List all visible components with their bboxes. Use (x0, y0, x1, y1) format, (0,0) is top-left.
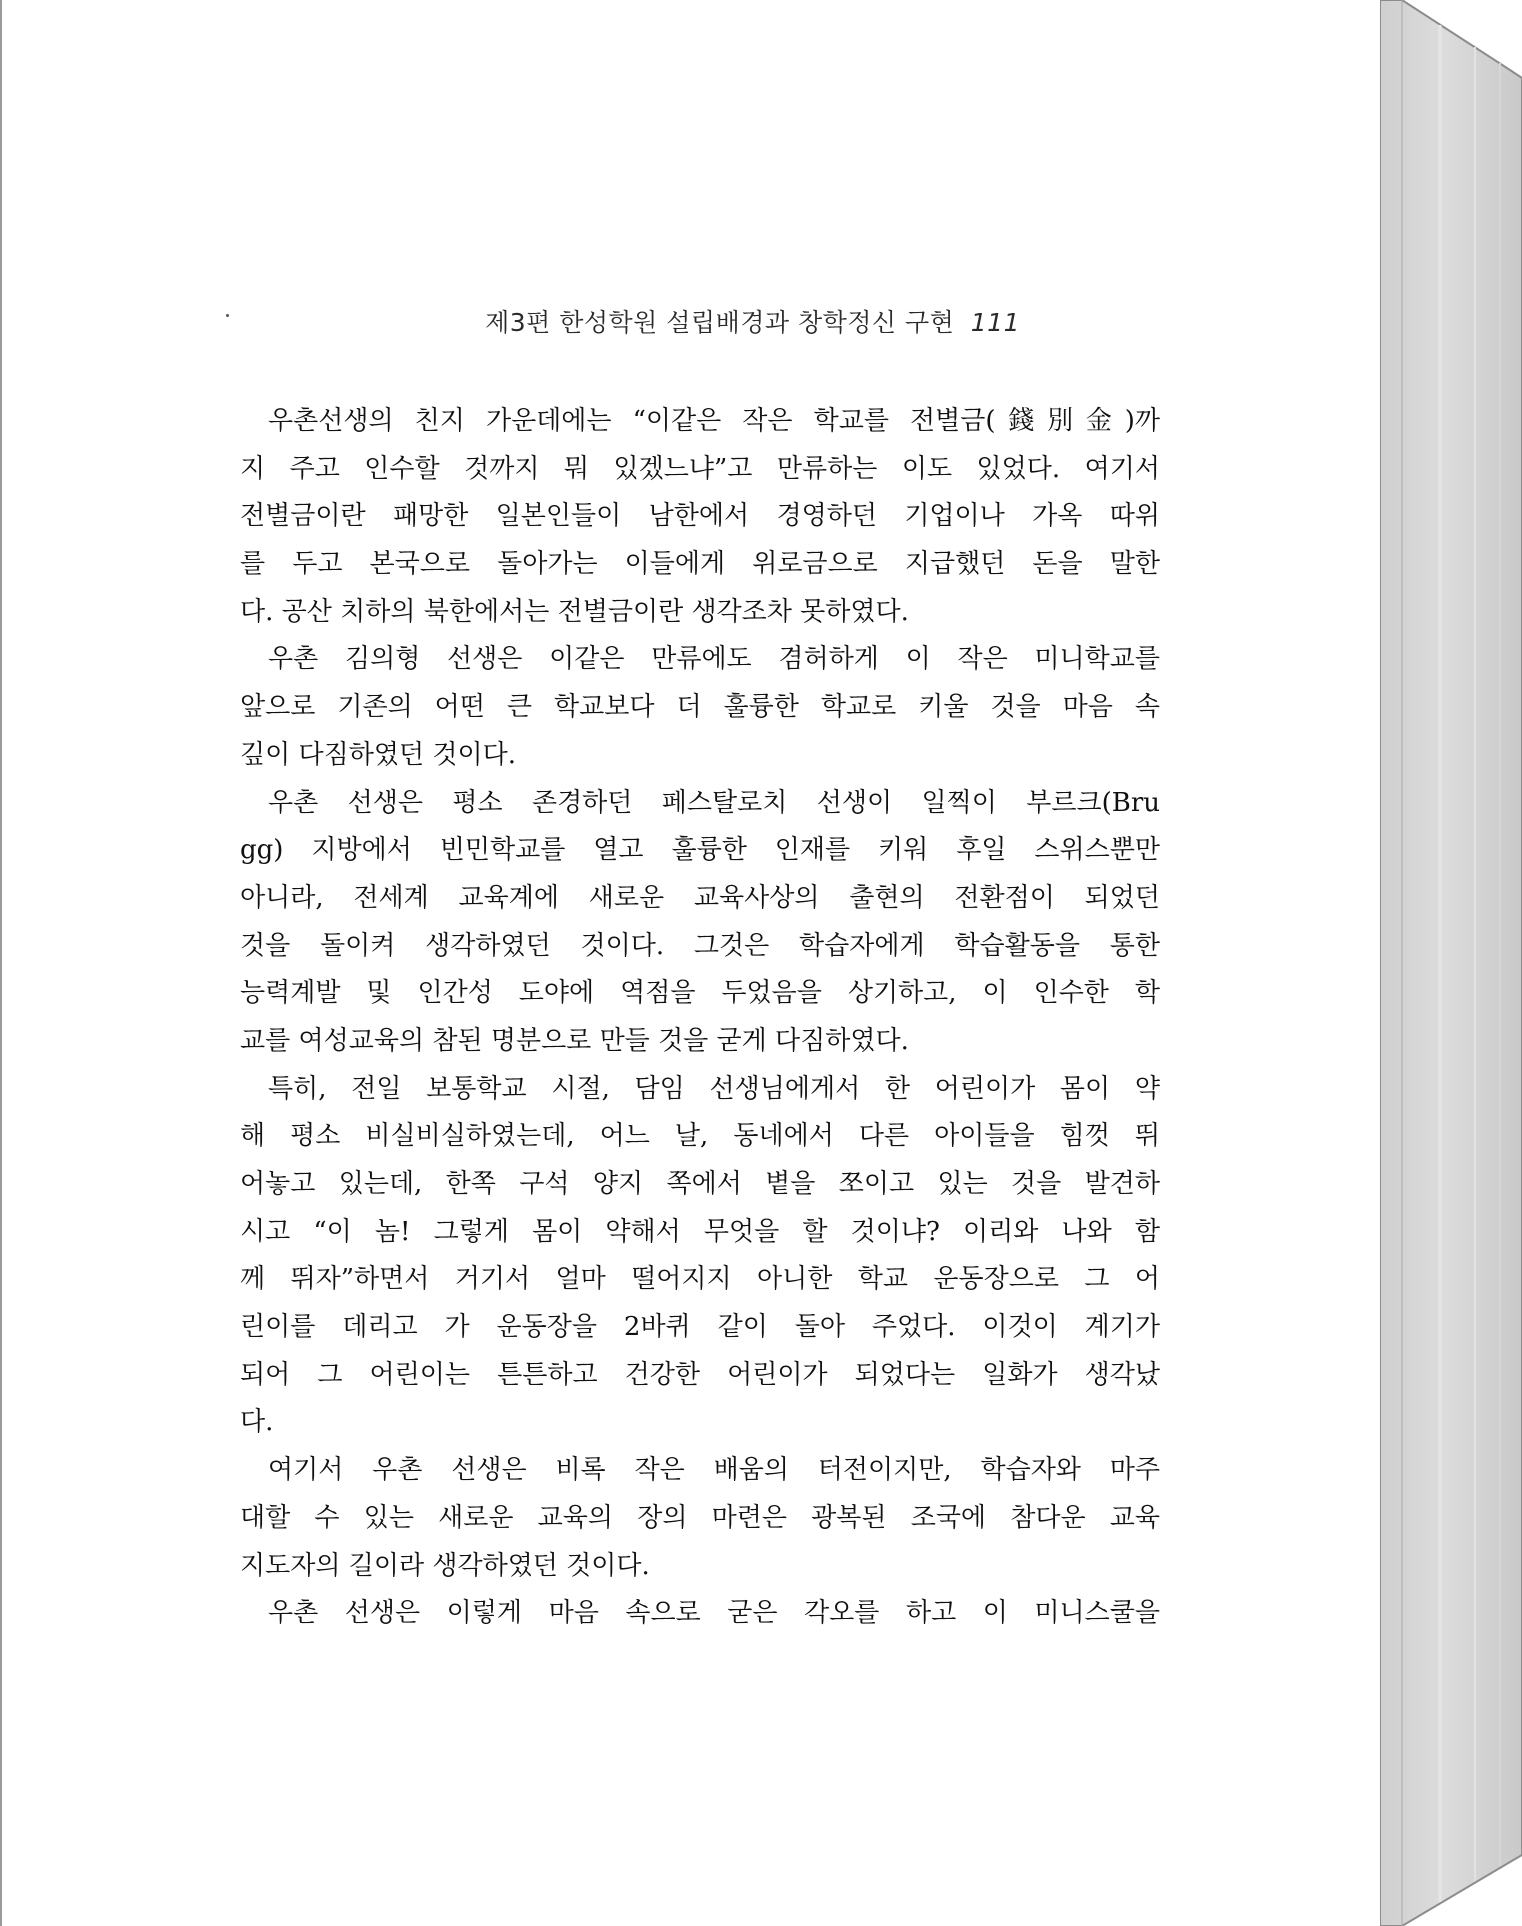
text-line: 어놓고 있는데, 한쪽 구석 양지 쪽에서 볕을 쪼이고 있는 것을 발견하 (240, 1169, 1160, 1199)
paragraph (240, 1066, 1160, 1448)
text-line: 되어 그 어린이는 튼튼하고 건강한 어린이가 되었다는 일화가 생각났 (240, 1359, 1160, 1390)
paragraph (240, 636, 1160, 779)
running-head (485, 303, 1020, 339)
text-line: 린이를 데리고 가 운동장을 2바퀴 같이 돌아 주었다. 이것이 계기가 (240, 1312, 1160, 1343)
text-line: 전별금이란 패망한 일본인들이 남한에서 경영하던 기업이나 가옥 따위 (240, 501, 1160, 532)
text-line: 시고 “이 놈! 그렇게 몸이 약해서 무엇을 할 것이냐? 이리와 나와 함 (240, 1216, 1160, 1247)
text-line: 능력계발 및 인간성 도야에 역점을 두었음을 상기하고, 이 인수한 학 (240, 978, 1160, 1009)
text-line: gg) 지방에서 빈민학교를 열고 훌륭한 인재를 키워 후일 스위스뿐만 (240, 835, 1160, 866)
text-line: 우촌선생의 친지 가운데에는 “이같은 작은 학교를 전별금(錢別金)까 (268, 406, 1160, 436)
paragraph (240, 398, 1160, 636)
text-line: 지 주고 인수할 것까지 뭐 있겠느냐”고 만류하는 이도 있었다. 여기서 (240, 453, 1160, 484)
text-line: 특히, 전일 보통학교 시절, 담임 선생님에게서 한 어린이가 몸이 약 (268, 1073, 1160, 1104)
paragraph (240, 1590, 1160, 1638)
text-line: 해 평소 비실비실하였는데, 어느 날, 동네에서 다른 아이들을 힘껏 뛰 (240, 1121, 1160, 1152)
text-line: 께 뛰자”하면서 거기서 얼마 떨어지지 아니한 학교 운동장으로 그 어 (240, 1264, 1160, 1295)
text-line: 다. 공산 치하의 북한에서는 전별금이란 생각조차 못하였다. (240, 596, 909, 627)
paragraph (240, 780, 1160, 1066)
text-line: 다. (240, 1407, 274, 1438)
paragraph (240, 1447, 1160, 1590)
text-line: 깊이 다짐하였던 것이다. (240, 739, 516, 770)
text-line: 아니라, 전세계 교육계에 새로운 교육사상의 출현의 전환점이 되었던 (240, 882, 1160, 913)
page-number: 111 (970, 308, 1020, 337)
book-page-edge (1380, 0, 1522, 1926)
text-line: 우촌 김의형 선생은 이같은 만류에도 겸허하게 이 작은 미니학교를 (268, 644, 1160, 675)
text-line: 를 두고 본국으로 돌아가는 이들에게 위로금으로 지급했던 돈을 말한 (240, 549, 1160, 580)
text-line: 지도자의 길이라 생각하였던 것이다. (240, 1550, 650, 1581)
text-line: 대할 수 있는 새로운 교육의 장의 마련은 광복된 조국에 참다운 교육 (240, 1502, 1160, 1533)
body-text (240, 398, 1160, 1638)
text-line: 우촌 선생은 이렇게 마음 속으로 굳은 각오를 하고 이 미니스쿨을 (268, 1598, 1160, 1629)
speck-mark (226, 314, 229, 317)
text-line: 앞으로 기존의 어떤 큰 학교보다 더 훌륭한 학교로 키울 것을 마음 속 (240, 692, 1160, 723)
text-line: 여기서 우촌 선생은 비록 작은 배움의 터전이지만, 학습자와 마주 (268, 1455, 1160, 1486)
text-line: 것을 돌이켜 생각하였던 것이다. 그것은 학습자에게 학습활동을 통한 (240, 930, 1160, 961)
text-line: 우촌 선생은 평소 존경하던 페스탈로치 선생이 일찍이 부르크(Bru (268, 787, 1160, 818)
running-head-title: 제3편 한성학원 설립배경과 창학정신 구현 (485, 308, 955, 337)
text-line: 교를 여성교육의 참된 명분으로 만들 것을 굳게 다짐하였다. (240, 1025, 909, 1056)
